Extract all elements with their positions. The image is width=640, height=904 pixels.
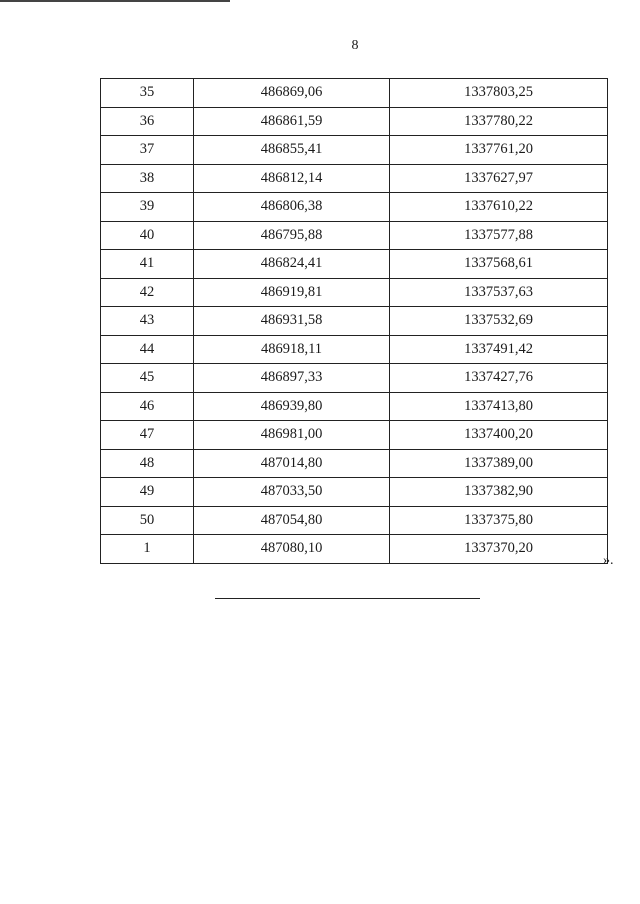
table-row (101, 136, 608, 165)
point-number-cell: 36 (101, 107, 194, 136)
x-coordinate-cell: 486861,59 (194, 107, 390, 136)
x-coordinate-cell: 487033,50 (194, 478, 390, 507)
x-coordinate-cell: 486869,06 (194, 79, 390, 108)
y-coordinate-cell: 1337382,90 (390, 478, 608, 507)
table-row (101, 364, 608, 393)
x-coordinate-cell: 486931,58 (194, 307, 390, 336)
y-coordinate-cell: 1337375,80 (390, 506, 608, 535)
point-number-cell: 45 (101, 364, 194, 393)
point-number-cell: 1 (101, 535, 194, 564)
x-coordinate-cell: 487080,10 (194, 535, 390, 564)
table-row (101, 392, 608, 421)
x-coordinate-cell: 486939,80 (194, 392, 390, 421)
point-number-cell: 43 (101, 307, 194, 336)
point-number-cell: 42 (101, 278, 194, 307)
coordinates-table (100, 78, 608, 564)
y-coordinate-cell: 1337413,80 (390, 392, 608, 421)
y-coordinate-cell: 1337568,61 (390, 250, 608, 279)
point-number-cell: 40 (101, 221, 194, 250)
table-row (101, 164, 608, 193)
page-number: 8 (351, 38, 359, 53)
point-number-cell: 37 (101, 136, 194, 165)
x-coordinate-cell: 486918,11 (194, 335, 390, 364)
table-row (101, 278, 608, 307)
y-coordinate-cell: 1337491,42 (390, 335, 608, 364)
x-coordinate-cell: 486812,14 (194, 164, 390, 193)
y-coordinate-cell: 1337389,00 (390, 449, 608, 478)
x-coordinate-cell: 486981,00 (194, 421, 390, 450)
x-coordinate-cell: 486795,88 (194, 221, 390, 250)
table-row (101, 421, 608, 450)
scan-edge-line (0, 0, 230, 2)
y-coordinate-cell: 1337780,22 (390, 107, 608, 136)
y-coordinate-cell: 1337761,20 (390, 136, 608, 165)
y-coordinate-cell: 1337803,25 (390, 79, 608, 108)
x-coordinate-cell: 486897,33 (194, 364, 390, 393)
point-number-cell: 38 (101, 164, 194, 193)
table-row (101, 335, 608, 364)
point-number-cell: 35 (101, 79, 194, 108)
y-coordinate-cell: 1337610,22 (390, 193, 608, 222)
x-coordinate-cell: 486855,41 (194, 136, 390, 165)
point-number-cell: 41 (101, 250, 194, 279)
table-row (101, 107, 608, 136)
y-coordinate-cell: 1337537,63 (390, 278, 608, 307)
table-row (101, 535, 608, 564)
point-number-cell: 50 (101, 506, 194, 535)
table-row (101, 79, 608, 108)
y-coordinate-cell: 1337577,88 (390, 221, 608, 250)
coordinates-table-body (101, 79, 608, 564)
table-row (101, 449, 608, 478)
table-row (101, 193, 608, 222)
y-coordinate-cell: 1337427,76 (390, 364, 608, 393)
x-coordinate-cell: 486806,38 (194, 193, 390, 222)
table-row (101, 506, 608, 535)
x-coordinate-cell: 487054,80 (194, 506, 390, 535)
y-coordinate-cell: 1337532,69 (390, 307, 608, 336)
point-number-cell: 39 (101, 193, 194, 222)
y-coordinate-cell: 1337370,20 (390, 535, 608, 564)
end-separator-line (215, 598, 480, 599)
x-coordinate-cell: 487014,80 (194, 449, 390, 478)
x-coordinate-cell: 486919,81 (194, 278, 390, 307)
table-row (101, 221, 608, 250)
point-number-cell: 48 (101, 449, 194, 478)
y-coordinate-cell: 1337627,97 (390, 164, 608, 193)
table-row (101, 307, 608, 336)
x-coordinate-cell: 486824,41 (194, 250, 390, 279)
y-coordinate-cell: 1337400,20 (390, 421, 608, 450)
point-number-cell: 49 (101, 478, 194, 507)
point-number-cell: 47 (101, 421, 194, 450)
table-row (101, 250, 608, 279)
table-row (101, 478, 608, 507)
closing-quote: ». (603, 553, 614, 568)
point-number-cell: 44 (101, 335, 194, 364)
point-number-cell: 46 (101, 392, 194, 421)
